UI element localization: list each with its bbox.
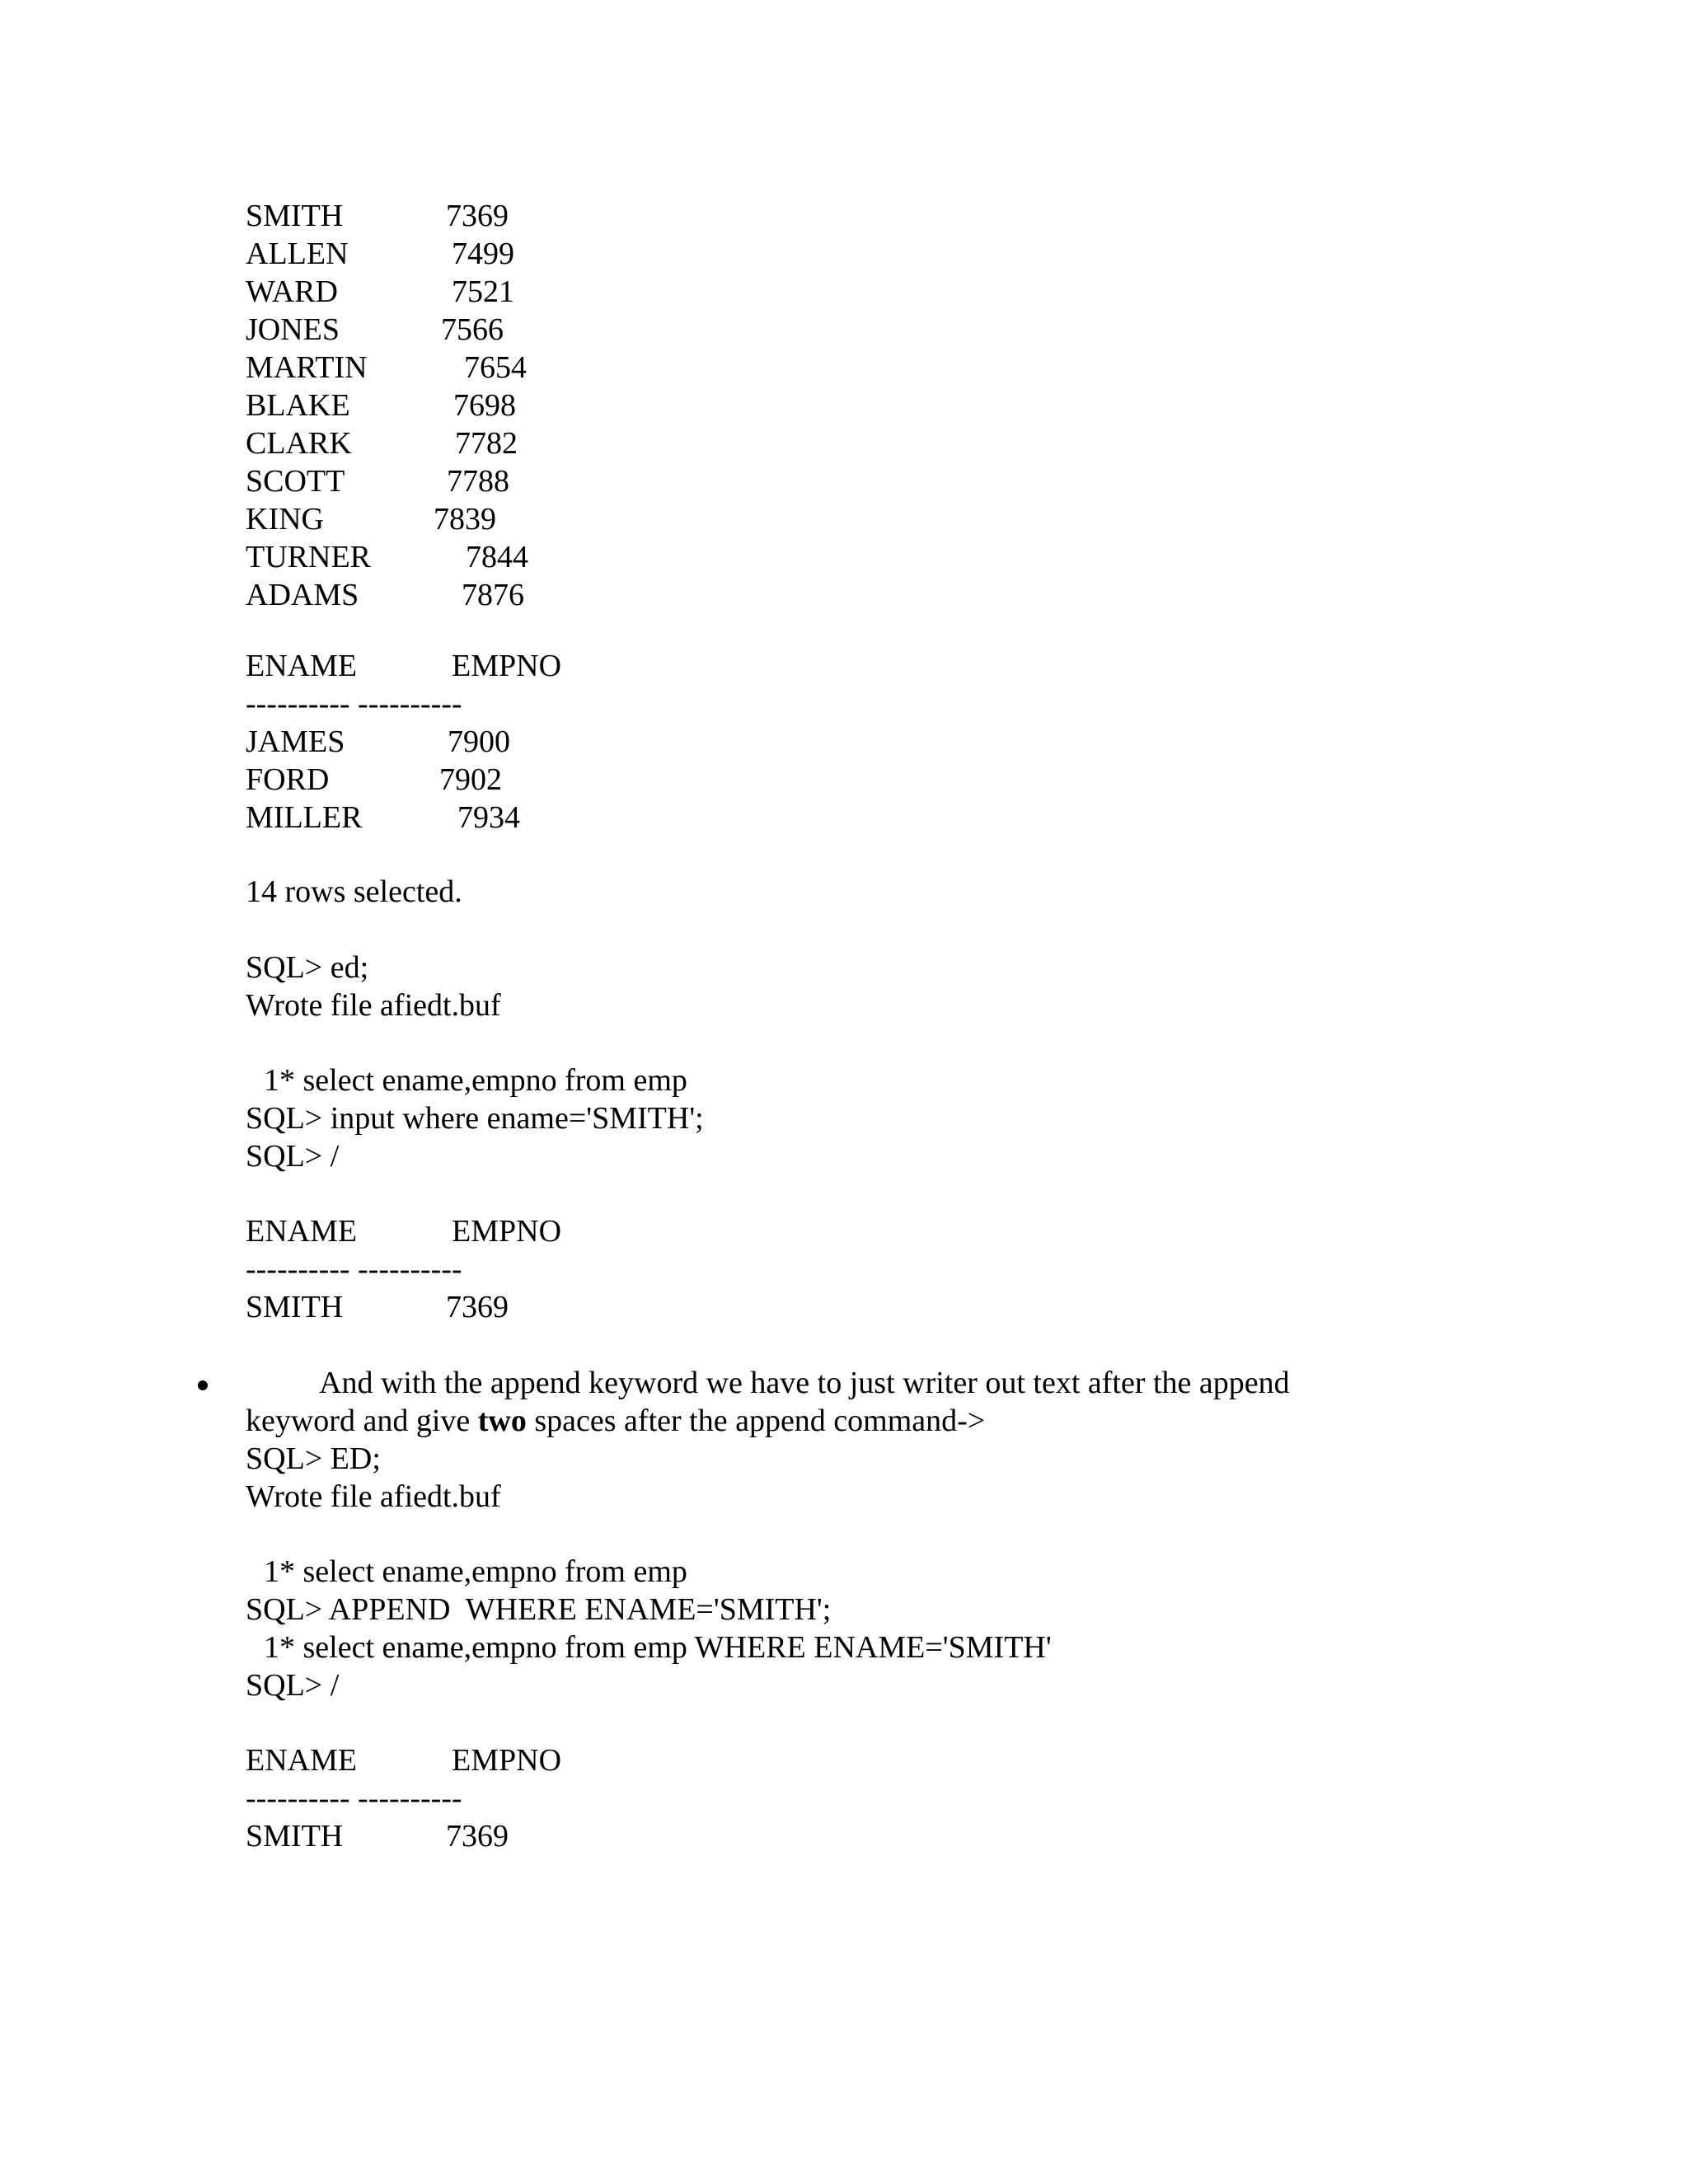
column-divider: ---------- ---------- — [246, 1252, 462, 1286]
bullet-icon — [198, 1380, 208, 1390]
column-header-ename: ENAME — [246, 1743, 358, 1778]
column-divider: ---------- ---------- — [246, 687, 462, 721]
row-ename: CLARK — [246, 426, 352, 461]
buffer-line-after: 1* select ename,empno from emp WHERE ENAME='SMITH' — [264, 1630, 1052, 1665]
column-divider: ---------- ---------- — [246, 1781, 462, 1816]
result-empno: 7369 — [446, 1290, 509, 1324]
row-empno: 7369 — [446, 199, 509, 233]
bullet-text-line2 — [246, 1402, 985, 1440]
row-empno: 7782 — [455, 426, 518, 461]
rows-selected-text: 14 rows selected. — [246, 874, 462, 909]
row-empno: 7839 — [434, 502, 496, 537]
row-empno: 7934 — [457, 800, 520, 835]
column-header-empno: EMPNO — [452, 649, 562, 683]
wrote-file-text: Wrote file afiedt.buf — [246, 988, 501, 1023]
sql-command-input: SQL> input where ename='SMITH'; — [246, 1101, 704, 1136]
row-empno: 7698 — [453, 388, 516, 423]
bullet-text-part: keyword and give — [246, 1404, 478, 1438]
row-ename: MARTIN — [246, 350, 368, 385]
row-empno: 7876 — [462, 578, 524, 612]
row-empno: 7521 — [452, 274, 514, 309]
wrote-file-text: Wrote file afiedt.buf — [246, 1479, 501, 1514]
sql-command-ed: SQL> ED; — [246, 1441, 381, 1476]
row-empno: 7900 — [448, 724, 510, 759]
column-header-ename: ENAME — [246, 1214, 358, 1249]
result-empno: 7369 — [446, 1819, 509, 1854]
row-ename: ADAMS — [246, 578, 359, 612]
column-header-empno: EMPNO — [452, 1214, 562, 1249]
sql-command-append: SQL> APPEND WHERE ENAME='SMITH'; — [246, 1592, 832, 1627]
sql-command-run: SQL> / — [246, 1668, 340, 1703]
row-empno: 7844 — [466, 540, 528, 574]
row-ename: TURNER — [246, 540, 371, 574]
row-ename: JONES — [246, 312, 340, 347]
row-ename: JAMES — [246, 724, 345, 759]
column-header-ename: ENAME — [246, 649, 358, 683]
sql-command-run: SQL> / — [246, 1139, 340, 1174]
bullet-text-part: spaces after the append command-> — [526, 1404, 986, 1438]
result-ename: SMITH — [246, 1819, 344, 1854]
row-ename: KING — [246, 502, 324, 537]
row-ename: ALLEN — [246, 237, 349, 271]
row-ename: SCOTT — [246, 464, 345, 499]
row-empno: 7499 — [452, 237, 514, 271]
bullet-text-bold: two — [477, 1404, 527, 1438]
row-empno: 7902 — [439, 762, 502, 797]
row-empno: 7566 — [441, 312, 504, 347]
row-ename: FORD — [246, 762, 330, 797]
result-ename: SMITH — [246, 1290, 344, 1324]
row-ename: SMITH — [246, 199, 344, 233]
row-empno: 7788 — [447, 464, 509, 499]
row-empno: 7654 — [464, 350, 527, 385]
column-header-empno: EMPNO — [452, 1743, 562, 1778]
buffer-line: 1* select ename,empno from emp — [264, 1554, 687, 1589]
row-ename: WARD — [246, 274, 338, 309]
row-ename: BLAKE — [246, 388, 350, 423]
sql-command-ed: SQL> ed; — [246, 950, 369, 985]
row-ename: MILLER — [246, 800, 363, 835]
buffer-line: 1* select ename,empno from emp — [264, 1063, 687, 1098]
bullet-text-line1: And with the append keyword we have to just writer out text after the append — [319, 1366, 1290, 1400]
